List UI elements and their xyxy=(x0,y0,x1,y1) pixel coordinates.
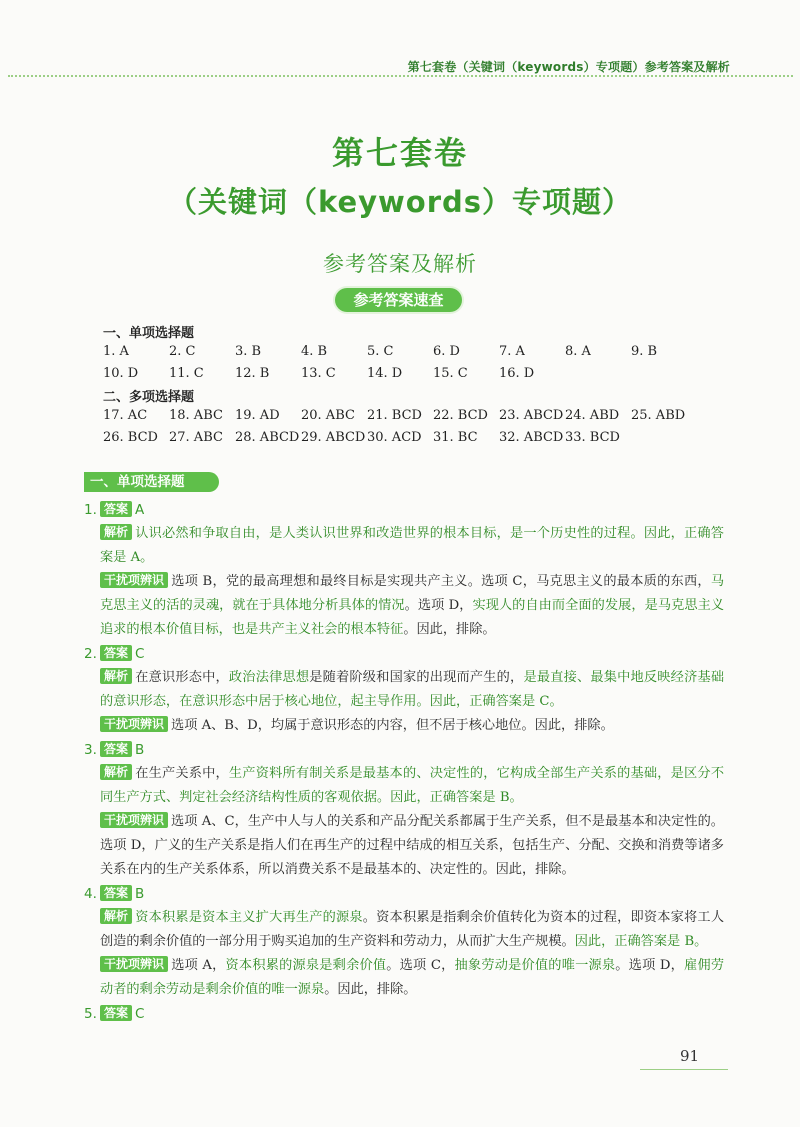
quick-answer-item: 8. A xyxy=(565,344,591,359)
body-text: 。因此，排除。 xyxy=(403,622,496,637)
multi-choice-heading: 二、多项选择题 xyxy=(103,390,195,405)
answer-explanations xyxy=(84,498,724,1026)
body-text: 。资本积累是指剩余价值转化为资本的过程，即资本家将工人创造的剩余价值的一部分用于购买追加的生产资料和劳动力，从而扩大生产规模。 xyxy=(100,910,725,949)
body-text: 是随着阶级和国家的出现而产生的， xyxy=(309,670,524,685)
quick-answer-item: 30. ACD xyxy=(367,430,422,445)
answer-tag: 答案 xyxy=(100,645,132,661)
highlighted-text: 政治法律思想 xyxy=(228,670,310,685)
quick-answer-item: 6. D xyxy=(433,344,460,359)
answer-line xyxy=(100,738,724,762)
highlighted-text: 抽象劳动是价值的唯一源泉 xyxy=(454,958,616,973)
question-number: 1. xyxy=(84,502,97,518)
body-text: 选项 A、B、D，均属于意识形态的内容，但不居于核心地位。因此，排除。 xyxy=(171,718,614,733)
quick-answer-item: 17. AC xyxy=(103,408,148,423)
question-block xyxy=(84,498,724,642)
answer-value: B xyxy=(135,886,145,902)
quick-answer-item: 26. BCD xyxy=(103,430,158,445)
quick-answer-item: 25. ABD xyxy=(631,408,686,423)
quick-answer-item: 3. B xyxy=(235,344,262,359)
highlighted-text: 因此，正确答案是 B。 xyxy=(574,934,708,949)
quick-answer-item: 24. ABD xyxy=(565,408,620,423)
answer-line xyxy=(100,1002,724,1026)
quick-answer-item: 33. BCD xyxy=(565,430,620,445)
quick-answer-item: 31. BC xyxy=(433,430,478,445)
running-header: 第七套卷（关键词（keywords）专项题）参考答案及解析 xyxy=(407,60,730,74)
section-banner: 一、单项选择题 xyxy=(84,472,219,492)
question-number: 2. xyxy=(84,646,97,662)
quick-answer-item: 16. D xyxy=(499,366,535,381)
quick-answer-item: 23. ABCD xyxy=(499,408,564,423)
question-number: 4. xyxy=(84,886,97,902)
quick-answer-item: 5. C xyxy=(367,344,394,359)
quick-answer-item: 21. BCD xyxy=(367,408,422,423)
footer-divider xyxy=(640,1069,728,1070)
question-block xyxy=(84,1002,724,1026)
highlighted-text: 是最直接、最集中地反映经济基础的意识形态，在意识形态中居于核心地位，起主导作用。因此，正确答案是 C。 xyxy=(100,670,725,709)
question-number: 5. xyxy=(84,1006,97,1022)
highlighted-text: 雇佣劳动者的剩余劳动是剩余价值的唯一源泉 xyxy=(100,958,725,997)
question-block xyxy=(84,642,724,738)
page-title-subline: （关键词（keywords）专项题） xyxy=(167,185,633,219)
quick-answer-item: 1. A xyxy=(103,344,129,359)
answer-tag: 答案 xyxy=(100,741,132,757)
body-text: 。选项 D， xyxy=(404,598,473,613)
answer-value: B xyxy=(135,742,145,758)
analysis-tag: 解析 xyxy=(100,764,132,780)
quick-answer-item: 15. C xyxy=(433,366,468,381)
single-choice-answer-grid xyxy=(103,341,703,385)
body-text: 。因此，排除。 xyxy=(324,982,417,997)
body-text: 在意识形态中， xyxy=(135,670,229,685)
answer-value: C xyxy=(135,1006,145,1022)
highlighted-text: 实现人的自由而全面的发展，是马克思主义追求的根本价值目标，也是共产主义社会的根本特征 xyxy=(100,598,725,637)
quick-answer-item: 9. B xyxy=(631,344,658,359)
header-divider xyxy=(8,75,793,77)
quick-answer-item: 22. BCD xyxy=(433,408,488,423)
answer-line xyxy=(100,882,724,906)
body-text: 选项 B，党的最高理想和最终目标是实现共产主义。选项 C，马克思主义的最本质的东西， xyxy=(171,574,711,589)
distractor-tag: 干扰项辨识 xyxy=(100,572,168,588)
quick-answer-item: 10. D xyxy=(103,366,139,381)
highlighted-text: 资本积累是资本主义扩大再生产的源泉 xyxy=(135,910,363,925)
quick-answer-item: 4. B xyxy=(301,344,328,359)
quick-answer-item: 28. ABCD xyxy=(235,430,300,445)
distractor-tag: 干扰项辨识 xyxy=(100,716,168,732)
body-text: 在生产关系中， xyxy=(135,766,229,781)
quick-check-badge: 参考答案速查 xyxy=(335,288,462,312)
analysis-tag: 解析 xyxy=(100,668,132,684)
page-title: 第七套卷 xyxy=(331,134,468,172)
analysis-tag: 解析 xyxy=(100,908,132,924)
answer-tag: 答案 xyxy=(100,501,132,517)
answer-value: A xyxy=(135,502,145,518)
quick-answer-item: 11. C xyxy=(169,366,204,381)
quick-answer-item: 20. ABC xyxy=(301,408,355,423)
distractor-paragraph xyxy=(100,810,724,882)
quick-answer-item: 7. A xyxy=(499,344,525,359)
highlighted-text: 认识必然和争取自由，是人类认识世界和改造世界的根本目标，是一个历史性的过程。因此，正确答案是 A。 xyxy=(100,526,724,565)
analysis-paragraph xyxy=(100,762,724,810)
answer-line xyxy=(100,498,724,522)
body-text: 选项 A， xyxy=(171,958,226,973)
single-choice-heading: 一、单项选择题 xyxy=(103,326,195,341)
distractor-tag: 干扰项辨识 xyxy=(100,956,168,972)
distractor-paragraph xyxy=(100,570,724,642)
analysis-tag: 解析 xyxy=(100,524,132,540)
body-text: 。选项 C， xyxy=(386,958,455,973)
highlighted-text: 资本积累的源泉是剩余价值 xyxy=(225,958,387,973)
answer-line xyxy=(100,642,724,666)
question-block xyxy=(84,882,724,1002)
answer-tag: 答案 xyxy=(100,885,132,901)
distractor-paragraph xyxy=(100,714,724,738)
question-number: 3. xyxy=(84,742,97,758)
page-subtitle: 参考答案及解析 xyxy=(323,252,477,276)
quick-answer-item: 18. ABC xyxy=(169,408,223,423)
highlighted-text: 马克思主义的活的灵魂，就在于具体地分析具体的情况 xyxy=(100,574,724,613)
analysis-paragraph xyxy=(100,666,724,714)
answer-value: C xyxy=(135,646,145,662)
multi-choice-answer-grid xyxy=(103,405,703,449)
distractor-paragraph xyxy=(100,954,724,1002)
answer-tag: 答案 xyxy=(100,1005,132,1021)
quick-answer-item: 14. D xyxy=(367,366,403,381)
page-number: 91 xyxy=(680,1047,700,1065)
analysis-paragraph xyxy=(100,906,724,954)
analysis-paragraph xyxy=(100,522,724,570)
body-text: 选项 A、C，生产中人与人的关系和产品分配关系都属于生产关系，但不是最基本和决定性的。选项 D，广义的生产关系是指人们在再生产的过程中结成的相互关系，包括生产、分配、交换和消费等诸多关系在内的生产关系体系，所以消费关系不是最基本的、决定性的。因此，排除。 xyxy=(100,814,724,877)
quick-answer-item: 27. ABC xyxy=(169,430,223,445)
quick-answer-item: 12. B xyxy=(235,366,270,381)
quick-answer-item: 19. AD xyxy=(235,408,280,423)
quick-answer-item: 32. ABCD xyxy=(499,430,564,445)
distractor-tag: 干扰项辨识 xyxy=(100,812,168,828)
quick-answer-item: 2. C xyxy=(169,344,196,359)
highlighted-text: 生产资料所有制关系是最基本的、决定性的，它构成全部生产关系的基础，是区分不同生产方式、判定社会经济结构性质的客观依据。因此，正确答案是 B。 xyxy=(100,766,725,805)
question-block xyxy=(84,738,724,882)
quick-answer-item: 29. ABCD xyxy=(301,430,366,445)
body-text: 。选项 D， xyxy=(615,958,685,973)
quick-answer-item: 13. C xyxy=(301,366,336,381)
